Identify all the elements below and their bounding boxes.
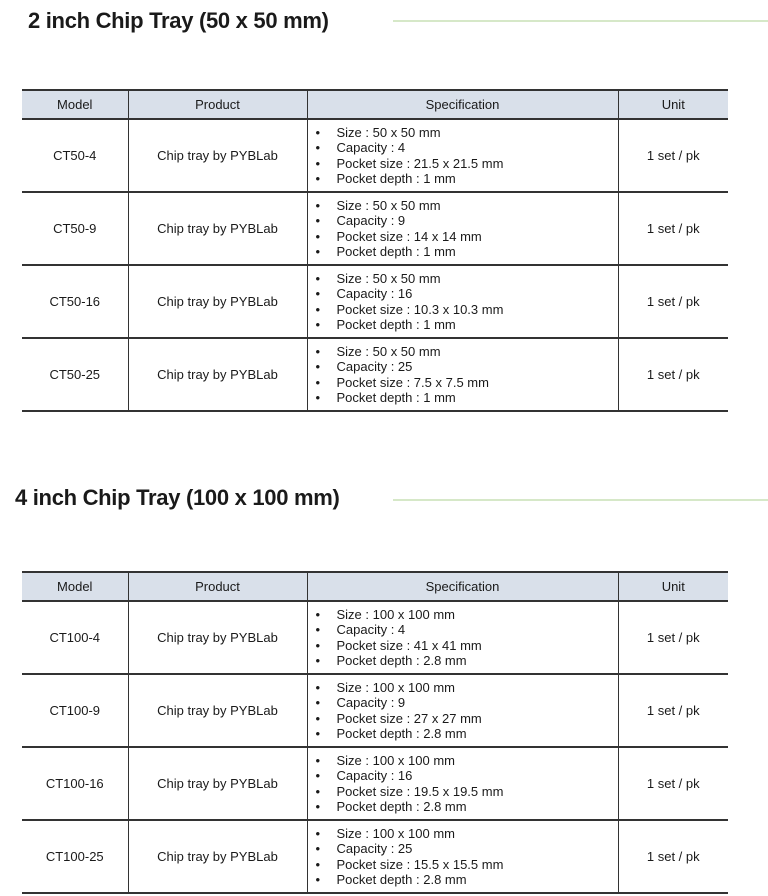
spec-item: • Size : 50 x 50 mm	[316, 271, 618, 287]
model-cell: CT50-9	[22, 192, 128, 265]
unit-cell: 1 set / pk	[618, 820, 728, 893]
spec-item: • Size : 50 x 50 mm	[316, 344, 618, 360]
column-header: Specification	[307, 572, 618, 601]
specification-cell	[307, 747, 618, 820]
table-row	[22, 601, 728, 674]
spec-item: • Size : 100 x 100 mm	[316, 753, 618, 769]
column-header: Product	[128, 572, 307, 601]
column-header: Product	[128, 90, 307, 119]
specification-cell	[307, 119, 618, 192]
spec-item: • Capacity : 4	[316, 622, 618, 638]
spec-item: • Size : 50 x 50 mm	[316, 125, 618, 141]
unit-cell: 1 set / pk	[618, 747, 728, 820]
section-title-4inch: 4 inch Chip Tray (100 x 100 mm)	[15, 485, 340, 510]
spec-item: • Capacity : 9	[316, 695, 618, 711]
spec-item: • Pocket size : 19.5 x 19.5 mm	[316, 784, 618, 800]
model-cell: CT50-16	[22, 265, 128, 338]
spec-item: • Capacity : 4	[316, 140, 618, 156]
spec-list	[316, 198, 618, 260]
table-row	[22, 119, 728, 192]
spec-list	[316, 271, 618, 333]
spec-item: • Pocket size : 21.5 x 21.5 mm	[316, 156, 618, 172]
table-row	[22, 674, 728, 747]
header-row	[22, 572, 728, 601]
spec-item: • Pocket depth : 2.8 mm	[316, 726, 618, 742]
model-cell: CT100-4	[22, 601, 128, 674]
product-cell: Chip tray by PYBLab	[128, 601, 307, 674]
spec-item: • Pocket size : 7.5 x 7.5 mm	[316, 375, 618, 391]
unit-cell: 1 set / pk	[618, 119, 728, 192]
specification-cell	[307, 265, 618, 338]
section-title-2inch: 2 inch Chip Tray (50 x 50 mm)	[28, 8, 329, 33]
chip-tray-table-4inch	[22, 571, 728, 894]
spec-item: • Capacity : 16	[316, 286, 618, 302]
spec-item: • Pocket depth : 1 mm	[316, 390, 618, 406]
model-cell: CT100-25	[22, 820, 128, 893]
specification-cell	[307, 820, 618, 893]
specification-cell	[307, 338, 618, 411]
column-header: Unit	[618, 90, 728, 119]
table-row	[22, 747, 728, 820]
spec-list	[316, 753, 618, 815]
spec-item: • Size : 100 x 100 mm	[316, 826, 618, 842]
table-row	[22, 338, 728, 411]
product-cell: Chip tray by PYBLab	[128, 747, 307, 820]
unit-cell: 1 set / pk	[618, 601, 728, 674]
unit-cell: 1 set / pk	[618, 338, 728, 411]
table-row	[22, 820, 728, 893]
column-header: Unit	[618, 572, 728, 601]
spec-item: • Size : 50 x 50 mm	[316, 198, 618, 214]
spec-item: • Pocket size : 10.3 x 10.3 mm	[316, 302, 618, 318]
spec-list	[316, 125, 618, 187]
spec-item: • Pocket depth : 2.8 mm	[316, 872, 618, 888]
spec-item: • Pocket size : 14 x 14 mm	[316, 229, 618, 245]
product-cell: Chip tray by PYBLab	[128, 338, 307, 411]
spec-item: • Pocket size : 15.5 x 15.5 mm	[316, 857, 618, 873]
spec-item: • Pocket depth : 1 mm	[316, 244, 618, 260]
unit-cell: 1 set / pk	[618, 265, 728, 338]
product-cell: Chip tray by PYBLab	[128, 674, 307, 747]
column-header: Specification	[307, 90, 618, 119]
column-header: Model	[22, 90, 128, 119]
spec-item: • Capacity : 16	[316, 768, 618, 784]
product-cell: Chip tray by PYBLab	[128, 119, 307, 192]
spec-list	[316, 826, 618, 888]
spec-item: • Pocket size : 27 x 27 mm	[316, 711, 618, 727]
model-cell: CT100-9	[22, 674, 128, 747]
spec-item: • Capacity : 25	[316, 841, 618, 857]
spec-item: • Capacity : 25	[316, 359, 618, 375]
spec-item: • Capacity : 9	[316, 213, 618, 229]
title-divider	[393, 499, 768, 501]
specification-cell	[307, 601, 618, 674]
model-cell: CT50-25	[22, 338, 128, 411]
spec-list	[316, 344, 618, 406]
specification-cell	[307, 674, 618, 747]
title-divider	[393, 20, 768, 22]
product-cell: Chip tray by PYBLab	[128, 265, 307, 338]
chip-tray-table-2inch	[22, 89, 728, 412]
specification-cell	[307, 192, 618, 265]
product-cell: Chip tray by PYBLab	[128, 820, 307, 893]
unit-cell: 1 set / pk	[618, 674, 728, 747]
column-header: Model	[22, 572, 128, 601]
table-row	[22, 265, 728, 338]
spec-list	[316, 607, 618, 669]
spec-item: • Size : 100 x 100 mm	[316, 680, 618, 696]
spec-item: • Pocket depth : 1 mm	[316, 171, 618, 187]
spec-item: • Pocket depth : 2.8 mm	[316, 653, 618, 669]
table-row	[22, 192, 728, 265]
unit-cell: 1 set / pk	[618, 192, 728, 265]
spec-item: • Pocket size : 41 x 41 mm	[316, 638, 618, 654]
product-cell: Chip tray by PYBLab	[128, 192, 307, 265]
model-cell: CT100-16	[22, 747, 128, 820]
spec-item: • Size : 100 x 100 mm	[316, 607, 618, 623]
model-cell: CT50-4	[22, 119, 128, 192]
spec-item: • Pocket depth : 1 mm	[316, 317, 618, 333]
spec-list	[316, 680, 618, 742]
spec-item: • Pocket depth : 2.8 mm	[316, 799, 618, 815]
header-row	[22, 90, 728, 119]
